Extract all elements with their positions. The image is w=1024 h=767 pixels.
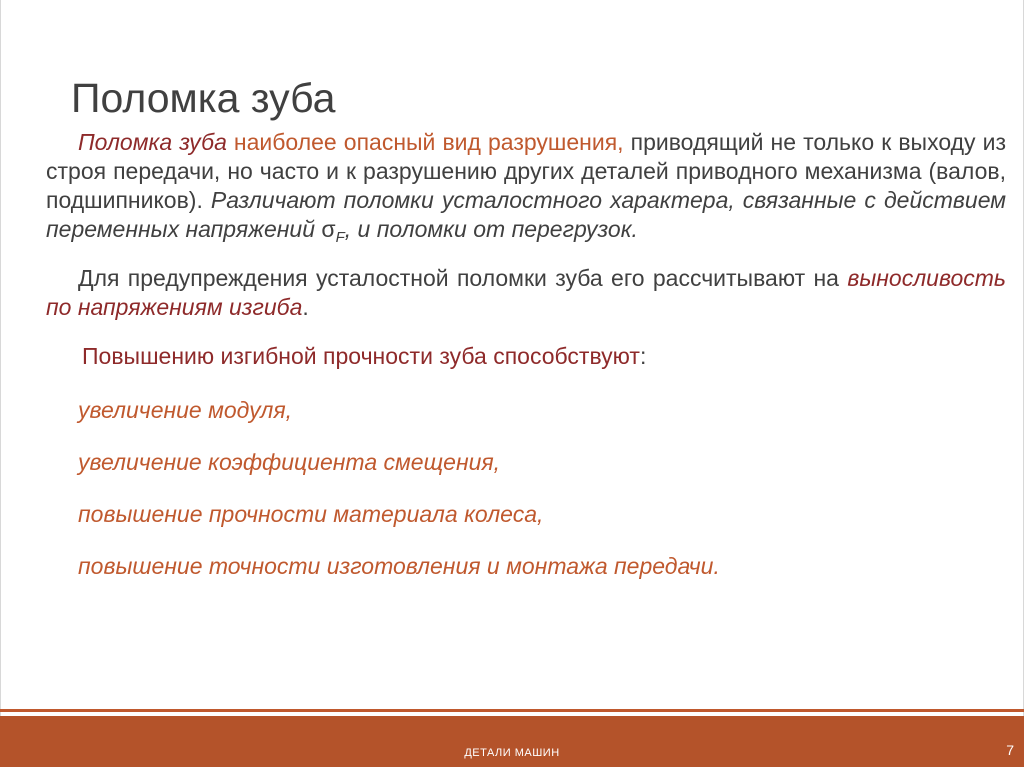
list-item: повышение прочности материала колеса, bbox=[78, 501, 544, 527]
definition-text: приводящий не только к выходу из строя передачи, но часто и к разрушению других деталей приводного механизма (валов, подшипников). bbox=[46, 129, 1006, 213]
factors-heading-colon: : bbox=[639, 343, 647, 369]
factors-list bbox=[46, 396, 1006, 604]
sigma-symbol: σ bbox=[321, 216, 336, 242]
footer-title: ДЕТАЛИ МАШИН bbox=[464, 747, 560, 759]
paragraph-definition bbox=[46, 128, 1006, 252]
footer-bar bbox=[0, 716, 1024, 767]
definition-italic-text: Различают поломки усталостного характера, связанные с действием переменных напряжений bbox=[46, 187, 1006, 242]
footer-accent-line bbox=[0, 709, 1024, 712]
list-item: повышение точности изготовления и монтажа передачи. bbox=[78, 553, 720, 579]
slide-left-border bbox=[0, 0, 1, 767]
factors-heading-text: Повышению изгибной прочности зуба способствуют bbox=[82, 343, 640, 369]
prevention-text: Для предупреждения усталостной поломки зуба его рассчитывают на bbox=[78, 265, 848, 291]
paragraph-prevention bbox=[46, 264, 1006, 322]
prevention-period: . bbox=[302, 294, 309, 320]
factors-heading bbox=[46, 342, 1006, 371]
list-item: увеличение коэффициента смещения, bbox=[78, 449, 501, 475]
sigma-subscript: F bbox=[335, 229, 345, 246]
term-tooth-breakage: Поломка зуба bbox=[78, 129, 227, 155]
slide-body bbox=[46, 128, 1006, 604]
list-item: увеличение модуля, bbox=[78, 397, 293, 423]
slide-title: Поломка зуба bbox=[71, 75, 336, 121]
term-definition: наиболее опасный вид разрушения, bbox=[226, 129, 624, 155]
page-number: 7 bbox=[1006, 742, 1014, 758]
prevention-italic-text: выносливость по напряжениям изгиба bbox=[46, 265, 1006, 320]
definition-italic-tail: , и поломки от перегрузок. bbox=[344, 216, 638, 242]
